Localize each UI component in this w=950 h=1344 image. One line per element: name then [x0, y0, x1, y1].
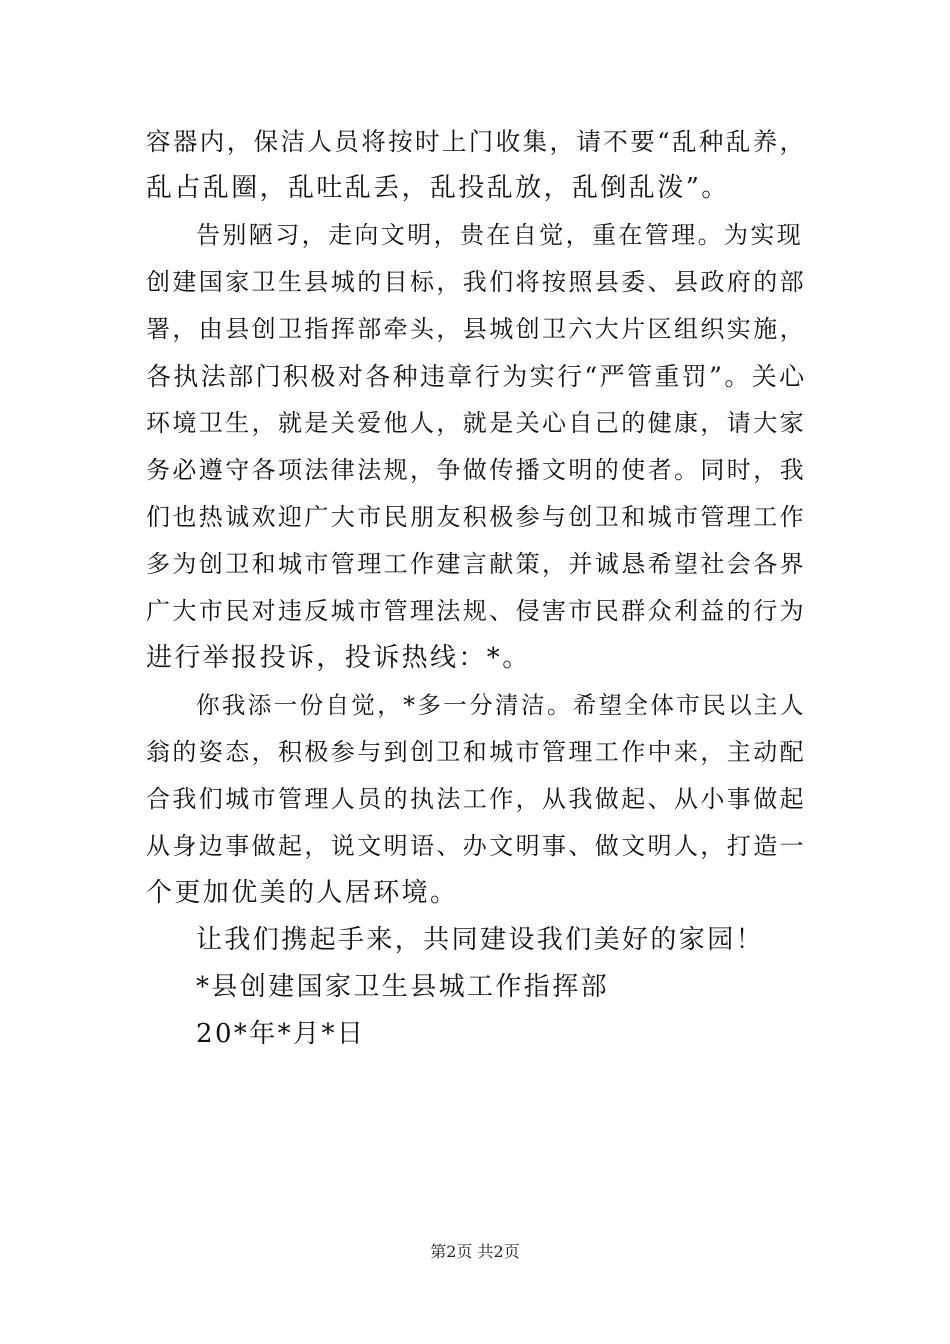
text-line: 你我添一份自觉，*多一分清洁。希望全体市民以主人	[196, 691, 806, 719]
text-line: 各执法部门积极对各种违章行为实行“严管重罚”。关心	[146, 362, 807, 391]
text-line: 翁的姿态，积极参与到创卫和城市管理工作中来，主动配	[146, 738, 806, 766]
text-line: 署，由县创卫指挥部牵头，县城创卫六大片区组织实施，	[146, 315, 806, 343]
text-line: 务必遵守各项法律法规，争做传播文明的使者。同时，我	[146, 456, 806, 484]
text-line: 让我们携起手来，共同建设我们美好的家园！	[196, 925, 765, 955]
text-line: 广大市民对违反城市管理法规、侵害市民群众利益的行为	[146, 597, 806, 625]
page-footer: 第2页 共2页	[430, 1242, 520, 1261]
text-line: 乱占乱圈，乱吐乱丢，乱投乱放，乱倒乱泼”。	[146, 173, 730, 203]
text-line: *县创建国家卫生县城工作指挥部	[196, 972, 610, 1002]
text-line: 从身边事做起，说文明语、办文明事、做文明人，打造一	[146, 832, 806, 860]
text-line: 多为创卫和城市管理工作建言献策，并诚恳希望社会各界	[146, 550, 806, 578]
text-line: 们也热诚欢迎广大市民朋友积极参与创卫和城市管理工作	[146, 503, 806, 531]
text-line: 容器内，保洁人员将按时上门收集，请不要“乱种乱养，	[146, 127, 807, 156]
text-line: 进行举报投诉，投诉热线：*。	[146, 643, 531, 673]
text-line: 20*年*月*日	[196, 1019, 366, 1049]
document-body	[146, 118, 808, 1058]
text-line: 环境卫生，就是关爱他人，就是关心自己的健康，请大家	[146, 409, 806, 437]
text-line: 创建国家卫生县城的目标，我们将按照县委、县政府的部	[146, 268, 806, 296]
text-line: 告别陋习，走向文明，贵在自觉，重在管理。为实现	[196, 221, 804, 249]
text-line: 个更加优美的人居环境。	[146, 878, 459, 908]
text-line: 合我们城市管理人员的执法工作，从我做起、从小事做起	[146, 785, 806, 813]
